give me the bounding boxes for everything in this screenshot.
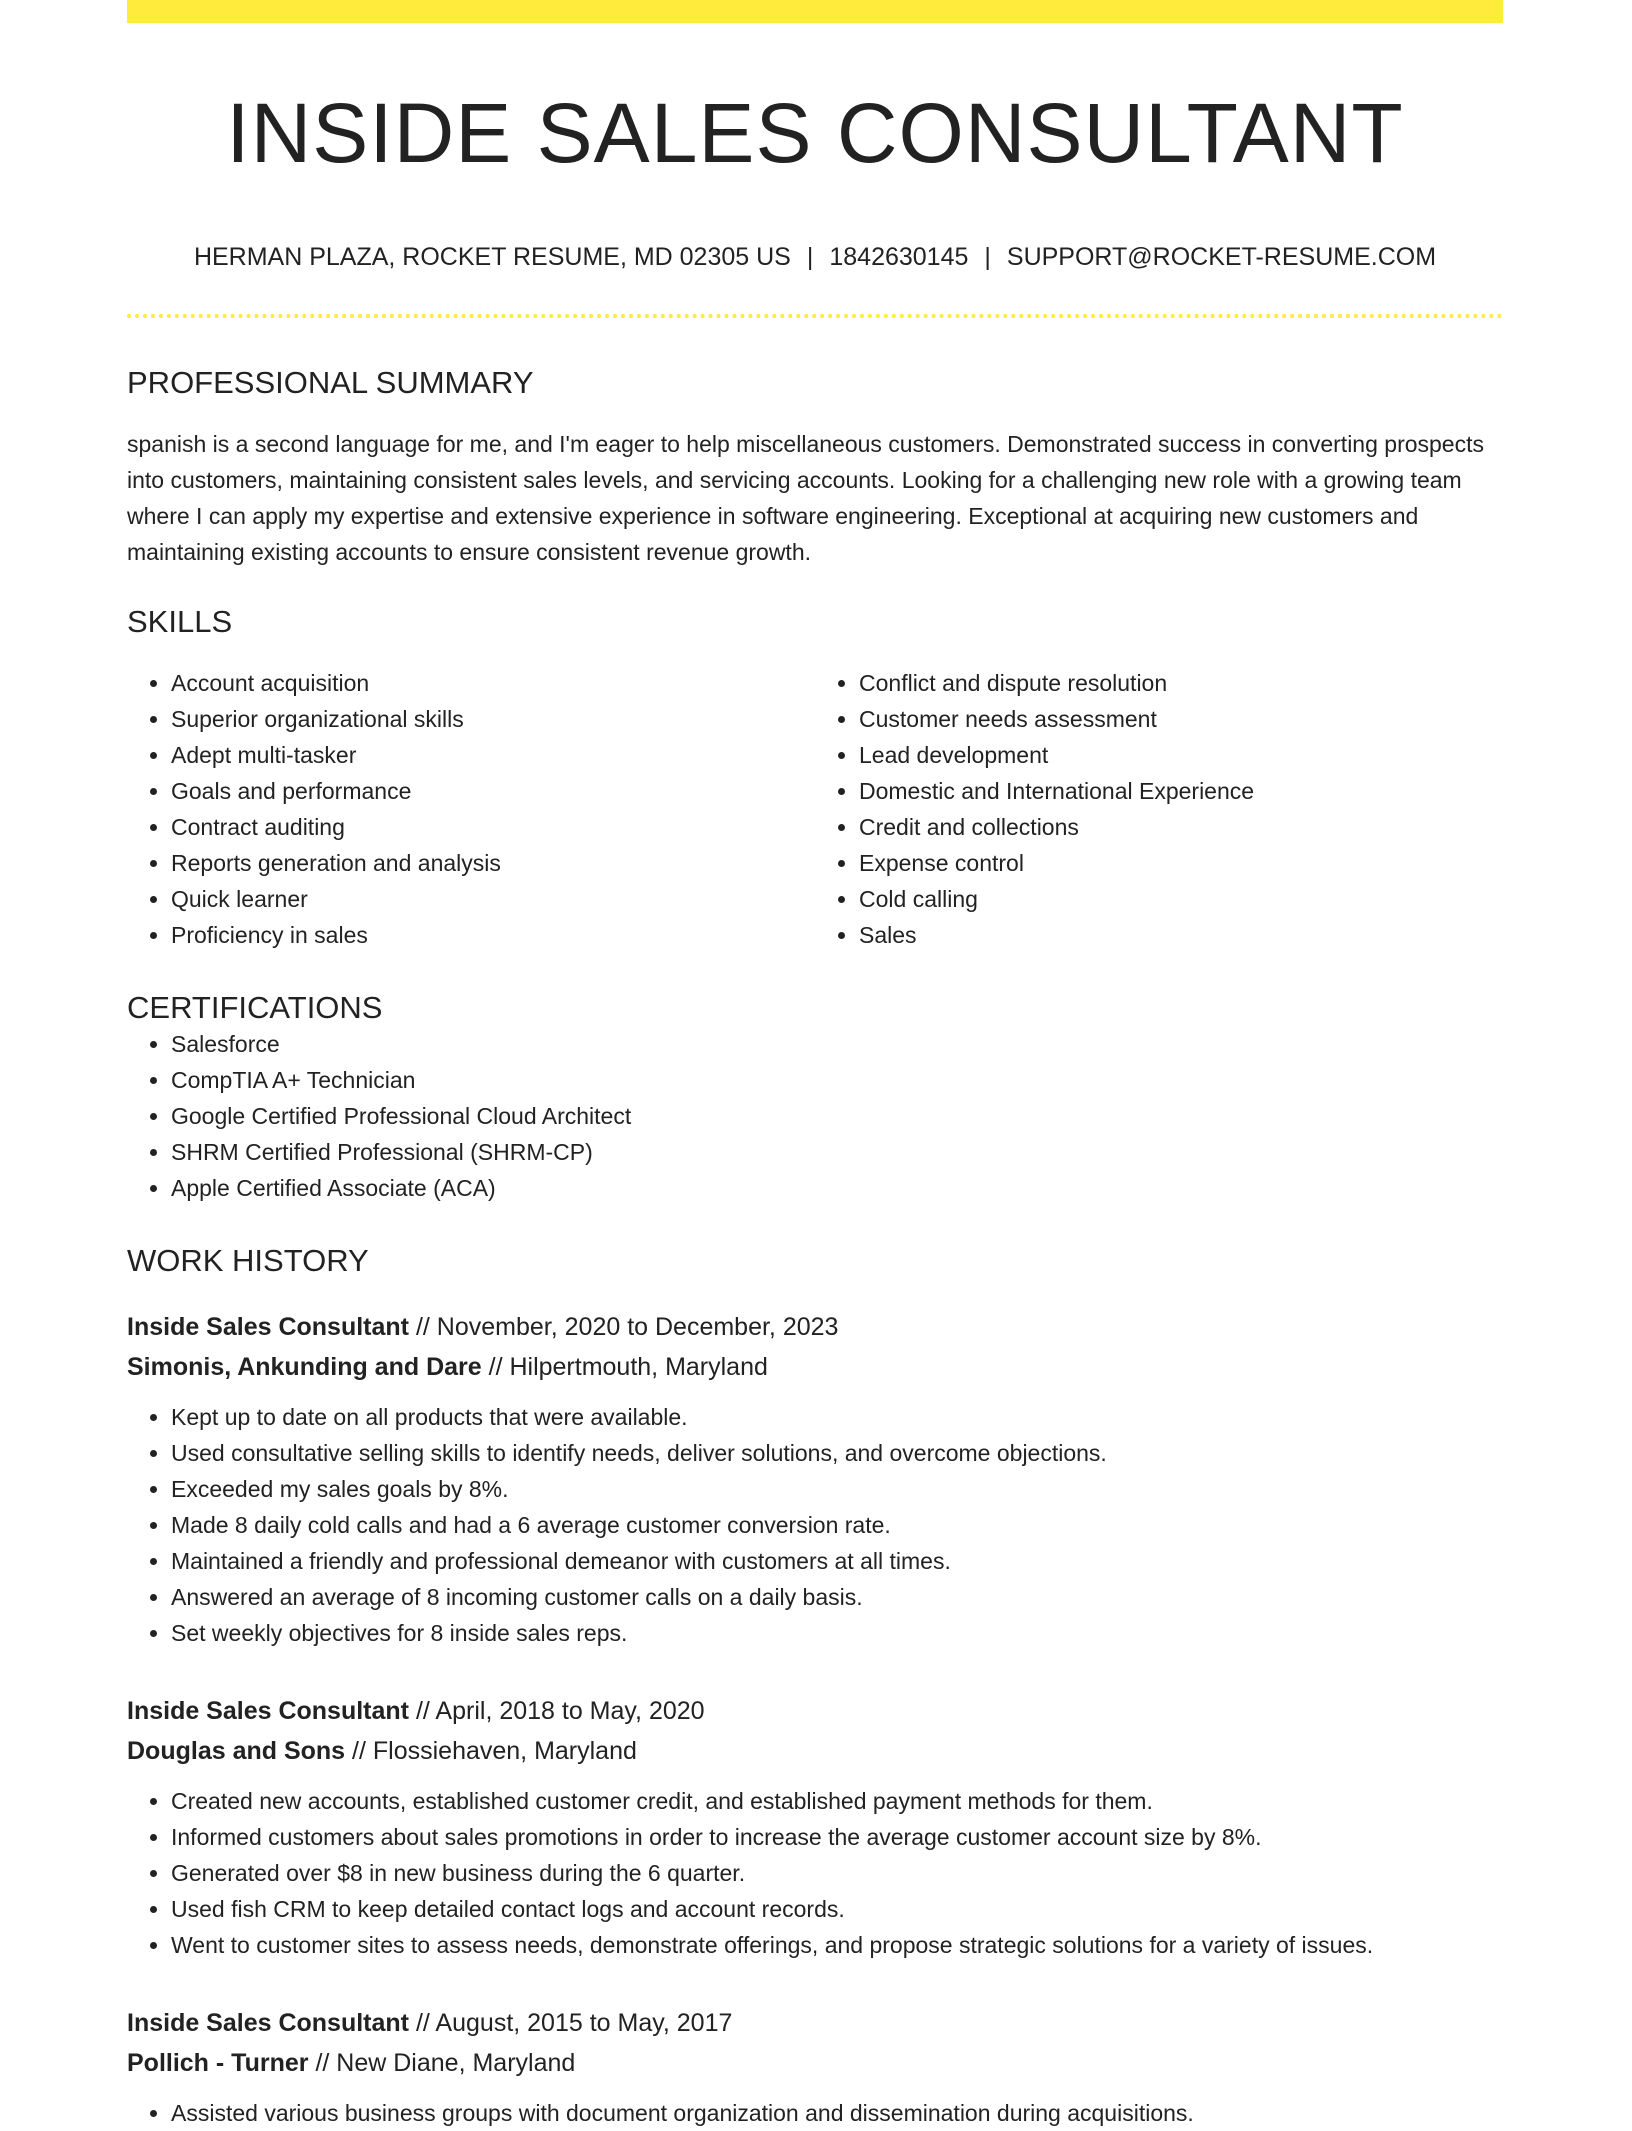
job-entry xyxy=(127,1691,1503,1963)
job-location: // Flossiehaven, Maryland xyxy=(352,1737,637,1766)
skill-item: • Proficiency in sales xyxy=(171,917,815,953)
skills-columns xyxy=(127,665,1503,953)
job-bullet: • Assisted various business groups with document organization and dissemination during acquisitions. xyxy=(171,2095,1503,2131)
skill-item: • Account acquisition xyxy=(171,665,815,701)
skills-list-left xyxy=(127,665,815,953)
job-bullet: • Made 8 daily cold calls and had a 6 average customer conversion rate. xyxy=(171,1507,1503,1543)
skill-item: • Quick learner xyxy=(171,881,815,917)
job-dates: // November, 2020 to December, 2023 xyxy=(415,1313,839,1342)
skill-item: • Domestic and International Experience xyxy=(859,773,1503,809)
job-bullet: • Created new accounts, established customer credit, and established payment methods for them. xyxy=(171,1783,1503,1819)
resume-page xyxy=(127,0,1503,2131)
job-title: Inside Sales Consultant xyxy=(127,1697,410,1726)
job-bullets xyxy=(127,1399,1503,1651)
skill-item: • Lead development xyxy=(859,737,1503,773)
job-bullet: • Exceeded my sales goals by 8%. xyxy=(171,1471,1503,1507)
skill-item: • Contract auditing xyxy=(171,809,815,845)
job-bullet: • Set weekly objectives for 8 inside sales reps. xyxy=(171,1615,1503,1651)
job-company: Pollich - Turner xyxy=(127,2049,309,2078)
section-title: PROFESSIONAL SUMMARY xyxy=(127,364,534,400)
job-dates: // April, 2018 to May, 2020 xyxy=(415,1697,705,1726)
contact-separator: | xyxy=(806,242,814,271)
summary-text: spanish is a second language for me, and I'm eager to help miscellaneous customers. Demonstrated success in converting prospects into customers, maintaining consistent sales levels, and servicing accounts. Looking for a challenging new role with a growing team where I can apply my expertise and extensive experience in software engineering. Exceptional at acquiring new customers and maintaining existing accounts to ensure consistent revenue growth. xyxy=(127,430,1484,565)
section-certifications xyxy=(127,989,1503,1206)
skills-list-right xyxy=(815,665,1503,953)
skill-item: • Customer needs assessment xyxy=(859,701,1503,737)
job-bullet: • Used fish CRM to keep detailed contact logs and account records. xyxy=(171,1891,1503,1927)
job-title: Inside Sales Consultant xyxy=(127,1313,410,1342)
skill-item: • Credit and collections xyxy=(859,809,1503,845)
job-title-line xyxy=(127,2003,1503,2043)
certification-item: • Google Certified Professional Cloud Architect xyxy=(171,1098,1503,1134)
section-title: WORK HISTORY xyxy=(127,1243,369,1279)
certifications-list xyxy=(127,1026,1503,1206)
job-title: Inside Sales Consultant xyxy=(127,2009,410,2038)
section-work-history xyxy=(127,1242,1503,2131)
skill-item: • Adept multi-tasker xyxy=(171,737,815,773)
skill-item: • Goals and performance xyxy=(171,773,815,809)
job-location: // New Diane, Maryland xyxy=(315,2049,576,2078)
job-bullet: • Generated over $8 in new business during the 6 quarter. xyxy=(171,1855,1503,1891)
certification-item: • Salesforce xyxy=(171,1026,1503,1062)
job-title-line xyxy=(127,1307,1503,1347)
job-bullet: • Informed customers about sales promotions in order to increase the average customer account size by 8%. xyxy=(171,1819,1503,1855)
job-location: // Hilpertmouth, Maryland xyxy=(488,1353,768,1382)
job-bullet: • Answered an average of 8 incoming customer calls on a daily basis. xyxy=(171,1579,1503,1615)
certification-item: • SHRM Certified Professional (SHRM-CP) xyxy=(171,1134,1503,1170)
contact-separator: | xyxy=(984,242,991,271)
contact-address: HERMAN PLAZA, ROCKET RESUME, MD 02305 US xyxy=(193,242,791,271)
resume-name: INSIDE SALES CONSULTANT xyxy=(226,86,1404,180)
job-dates: // August, 2015 to May, 2017 xyxy=(415,2009,733,2038)
certification-item: • Apple Certified Associate (ACA) xyxy=(171,1170,1503,1206)
job-entry xyxy=(127,1307,1503,1651)
section-title: SKILLS xyxy=(127,603,233,639)
job-bullets xyxy=(127,1783,1503,1963)
skill-item: • Superior organizational skills xyxy=(171,701,815,737)
section-professional-summary xyxy=(127,364,1503,570)
contact-phone: 1842630145 xyxy=(829,242,969,271)
dotted-divider xyxy=(127,314,1503,318)
job-bullet: • Kept up to date on all products that were available. xyxy=(171,1399,1503,1435)
job-company: Simonis, Ankunding and Dare xyxy=(127,1353,482,1382)
skill-item: • Sales xyxy=(859,917,1503,953)
job-company-line xyxy=(127,1347,1503,1387)
job-company: Douglas and Sons xyxy=(127,1737,346,1766)
skill-item: • Expense control xyxy=(859,845,1503,881)
contact-line xyxy=(127,242,1503,272)
accent-top-bar xyxy=(127,0,1503,23)
skill-item: • Reports generation and analysis xyxy=(171,845,815,881)
skill-item: • Conflict and dispute resolution xyxy=(859,665,1503,701)
job-company-line xyxy=(127,1731,1503,1771)
job-bullet: • Maintained a friendly and professional demeanor with customers at all times. xyxy=(171,1543,1503,1579)
section-skills xyxy=(127,603,1503,953)
skill-item: • Cold calling xyxy=(859,881,1503,917)
job-company-line xyxy=(127,2043,1503,2083)
contact-email: SUPPORT@ROCKET-RESUME.COM xyxy=(1006,242,1437,271)
job-bullets xyxy=(127,2095,1503,2131)
job-bullet: • Used consultative selling skills to identify needs, deliver solutions, and overcome objections. xyxy=(171,1435,1503,1471)
job-bullet: • Went to customer sites to assess needs, demonstrate offerings, and propose strategic solutions for a variety of issues. xyxy=(171,1927,1503,1963)
job-title-line xyxy=(127,1691,1503,1731)
section-title: CERTIFICATIONS xyxy=(127,989,383,1025)
certification-item: • CompTIA A+ Technician xyxy=(171,1062,1503,1098)
